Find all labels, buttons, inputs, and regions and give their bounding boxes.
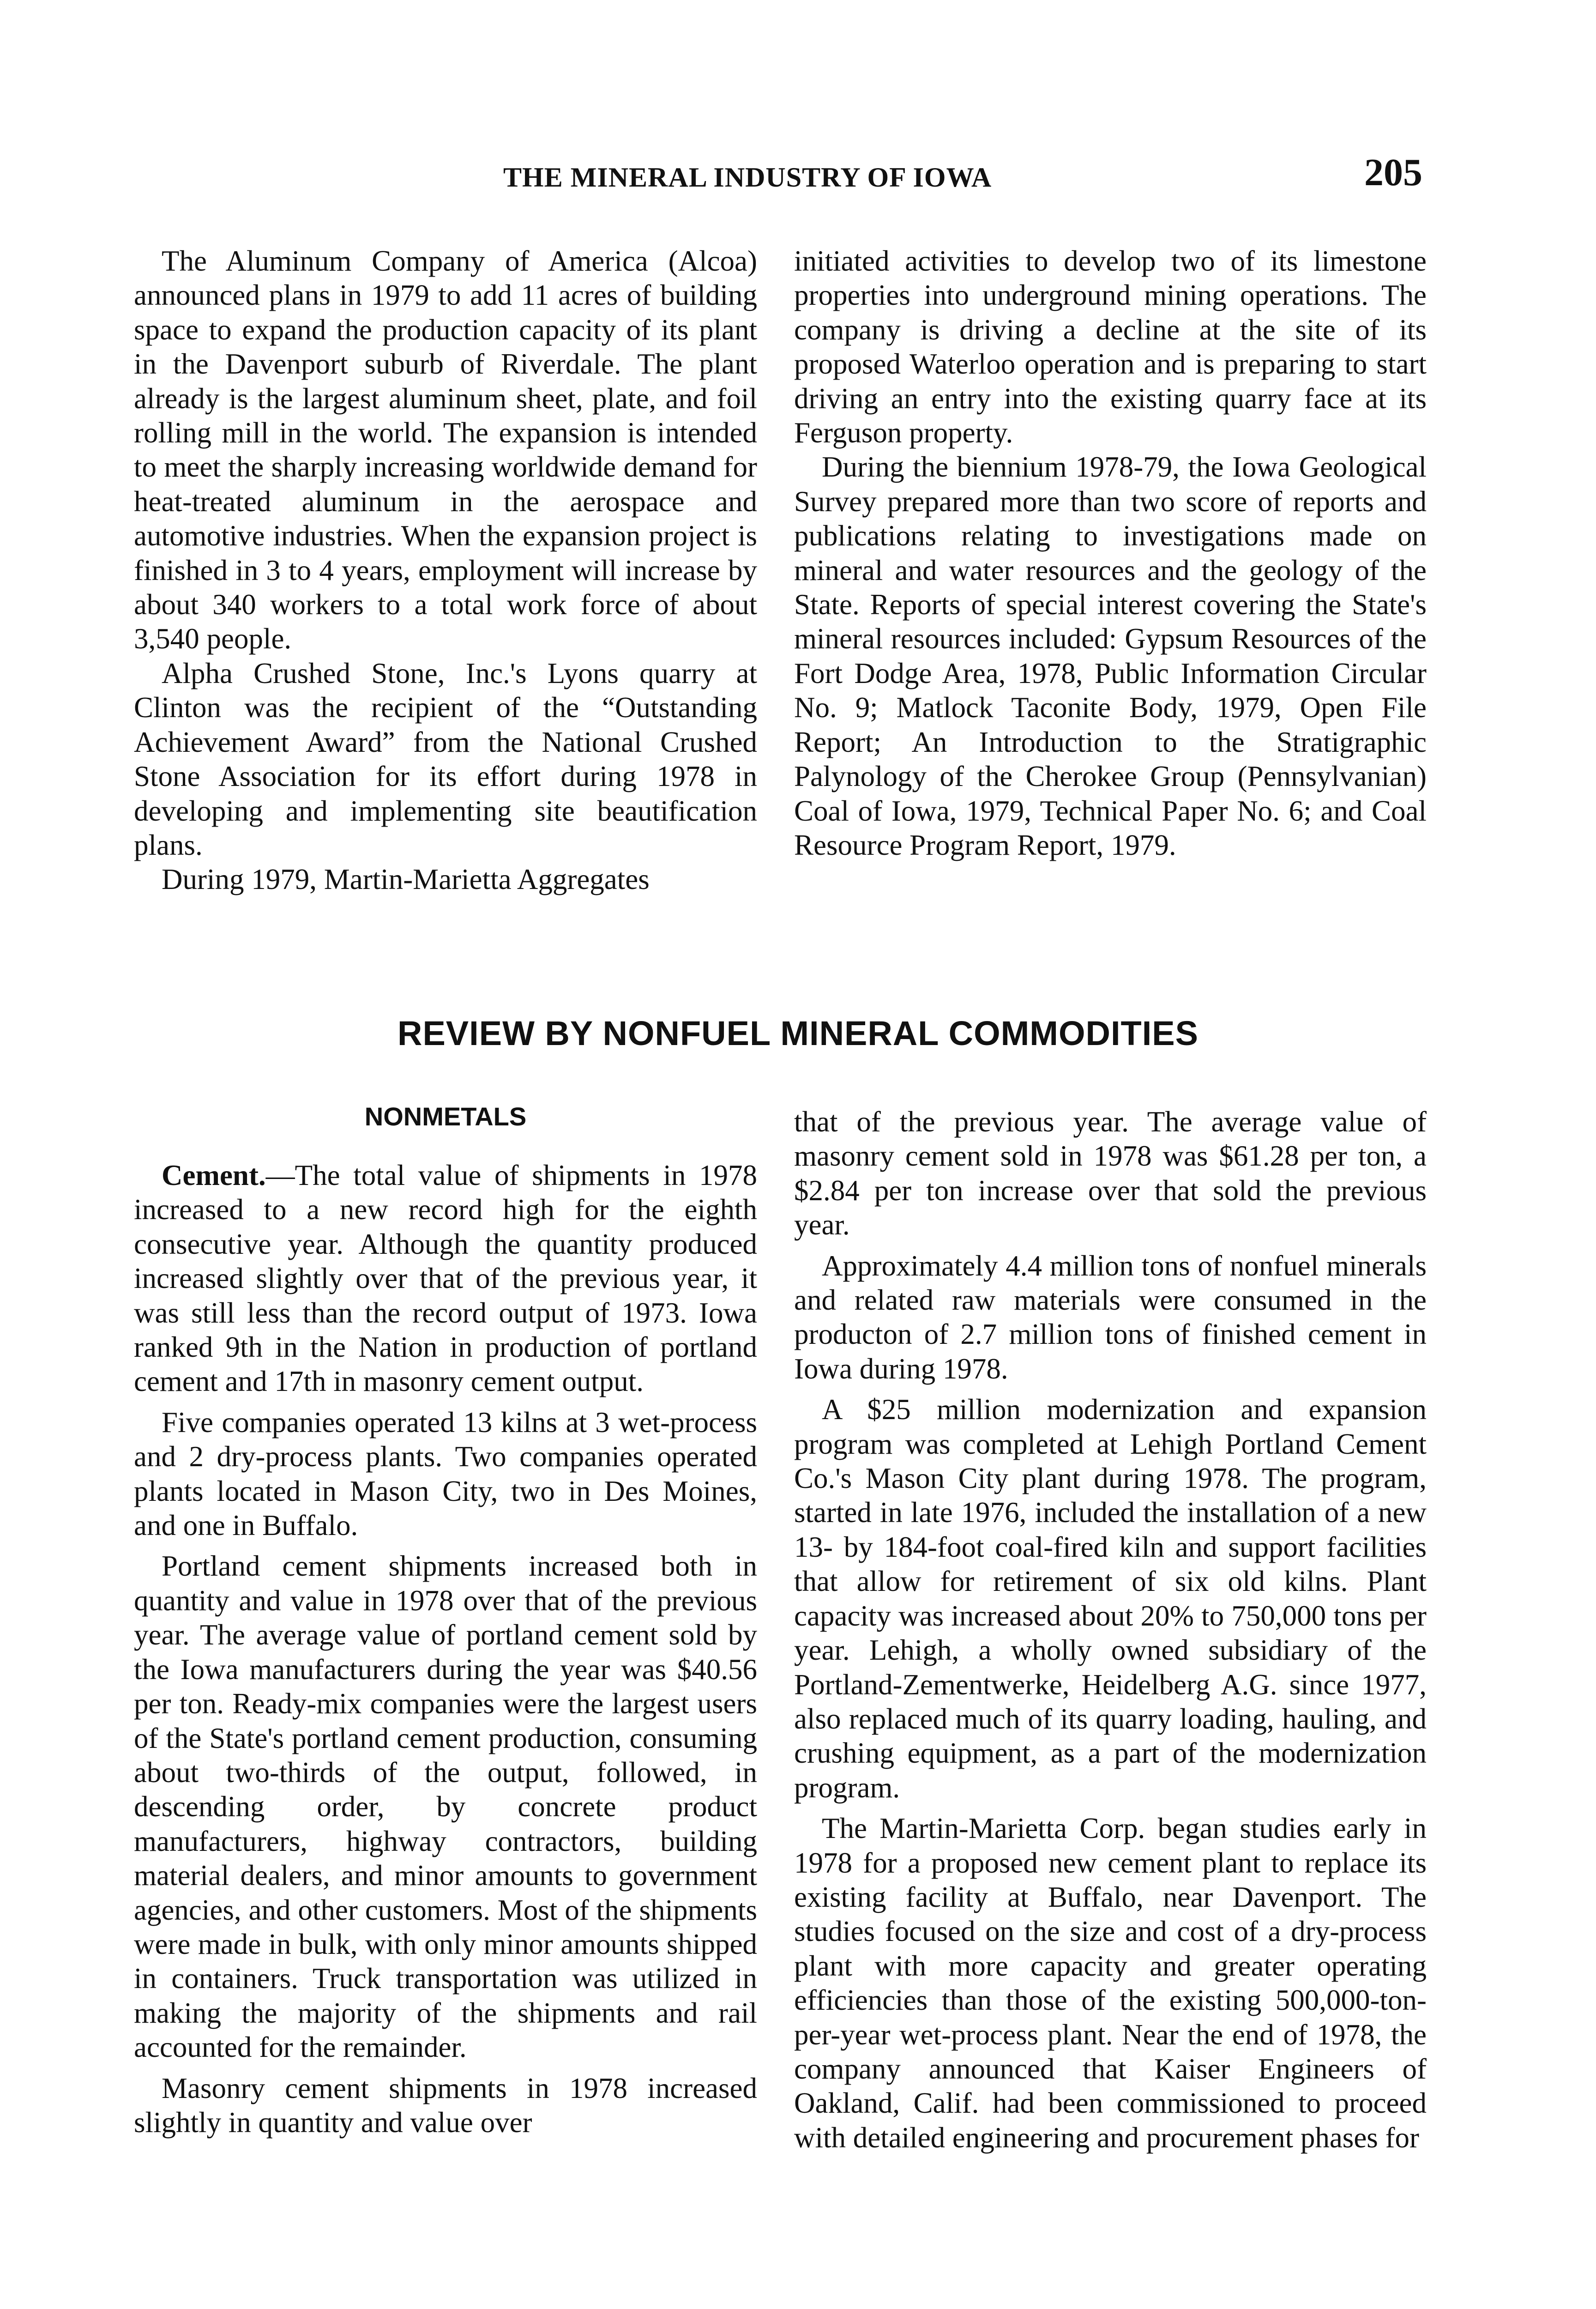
- paragraph: During 1979, Martin-Marietta Aggregates: [162, 863, 650, 896]
- paragraph: initiated activities to develop two of its limestone properties into underground mining operations. The company is driving a decline at the site of its proposed Waterloo operation and is preparing to start driving an entry into the existing quarry face at its Ferguson property.: [794, 245, 1427, 449]
- cement-text: —The total value of shipments in 1978 increased to a new record high for the eighth consecutive year. Although the quantity produced increased slightly over that of the previous year, it was still less than the record output of 1973. Iowa ranked 9th in the Nation in production of portland cement and 17th in masonry cement output.: [134, 1159, 757, 1398]
- paragraph: Masonry cement shipments in 1978 increased slightly in quantity and value over: [134, 2072, 757, 2139]
- paragraph: Approximately 4.4 million tons of nonfuel minerals and related raw materials were consumed in the producton of 2.7 million tons of finished cement in Iowa during 1978.: [794, 1249, 1427, 1385]
- section-heading: REVIEW BY NONFUEL MINERAL COMMODITIES: [397, 1014, 1199, 1052]
- bottom-right-column: [794, 1105, 1427, 2155]
- paragraph: Alpha Crushed Stone, Inc.'s Lyons quarry at Clinton was the recipient of the “Outstanding Achievement Award” from the National Crushed Stone Association for its effort during 1978 in developing and implementing site beautification plans.: [134, 657, 757, 861]
- page-number: 205: [1364, 151, 1422, 194]
- paragraph: During the biennium 1978-79, the Iowa Geological Survey prepared more than two score of reports and publications relating to investigations made on mineral and water resources and the geology of the State. Reports of special interest covering the State's mineral resources included: Gypsum Resources of the Fort Dodge Area, 1978, Public Information Circular No. 9; Matlock Taconite Body, 1979, Open File Report; An Introduction to the Stratigraphic Palynology of the Cherokee Group (Pennsylvanian) Coal of Iowa, 1979, Technical Paper No. 6; and Coal Resource Program Report, 1979.: [794, 451, 1427, 861]
- paragraph: A $25 million modernization and expansion program was completed at Lehigh Portland Cement Co.'s Mason City plant during 1978. The program, started in late 1976, included the installation of a new 13- by 184-foot coal-fired kiln and support facilities that allow for retirement of six old kilns. Plant capacity was increased about 20% to 750,000 tons per year. Lehigh, a wholly owned subsidiary of the Portland-Zementwerke, Heidelberg A.G. since 1977, also replaced much of its quarry loading, hauling, and crushing equipment, as a part of the modernization program.: [794, 1393, 1427, 1804]
- top-left-column: [134, 244, 757, 897]
- bottom-left-column: [134, 1158, 757, 2140]
- subheading-nonmetals: NONMETALS: [364, 1102, 527, 1131]
- paragraph: Portland cement shipments increased both in quantity and value in 1978 over that of the previous year. The average value of portland cement sold by the Iowa manufacturers during the year was $40.56 per ton. Ready-mix companies were the largest users of the State's portland cement production, consuming about two-thirds of the output, followed, in descending order, by concrete product manufacturers, highway contractors, building material dealers, and minor amounts to government agencies, and other customers. Most of the shipments were made in bulk, with only minor amounts shipped in containers. Truck transportation was utilized in making the majority of the shipments and rail accounted for the remainder.: [134, 1550, 757, 2064]
- paragraph-cement: [134, 1158, 757, 1399]
- cement-run-in: Cement.: [162, 1159, 266, 1191]
- paragraph: The Aluminum Company of America (Alcoa) announced plans in 1979 to add 11 acres of building space to expand the production capacity of its plant in the Davenport suburb of Riverdale. The plant already is the largest aluminum sheet, plate, and foil rolling mill in the world. The expansion is intended to meet the sharply increasing worldwide demand for heat-treated aluminum in the aerospace and automotive industries. When the expansion project is finished in 3 to 4 years, employment will increase by about 340 workers to a total work force of about 3,540 people.: [134, 245, 757, 655]
- paragraph: that of the previous year. The average value of masonry cement sold in 1978 was $61.28 per ton, a $2.84 per ton increase over that sold the previous year.: [794, 1106, 1427, 1241]
- paragraph: Five companies operated 13 kilns at 3 wet-process and 2 dry-process plants. Two companies operated plants located in Mason City, two in Des Moines, and one in Buffalo.: [134, 1406, 757, 1542]
- paragraph: The Martin-Marietta Corp. began studies early in 1978 for a proposed new cement plant to replace its existing facility at Buffalo, near Davenport. The studies focused on the size and cost of a dry-process plant with more capacity and greater operating efficiencies than those of the existing 500,000-ton-per-year wet-process plant. Near the end of 1978, the company announced that Kaiser Engineers of Oakland, Calif. had been commissioned to proceed with detailed engineering and procurement phases for: [794, 1812, 1427, 2154]
- top-right-column: [794, 244, 1427, 862]
- running-header: THE MINERAL INDUSTRY OF IOWA: [503, 162, 992, 193]
